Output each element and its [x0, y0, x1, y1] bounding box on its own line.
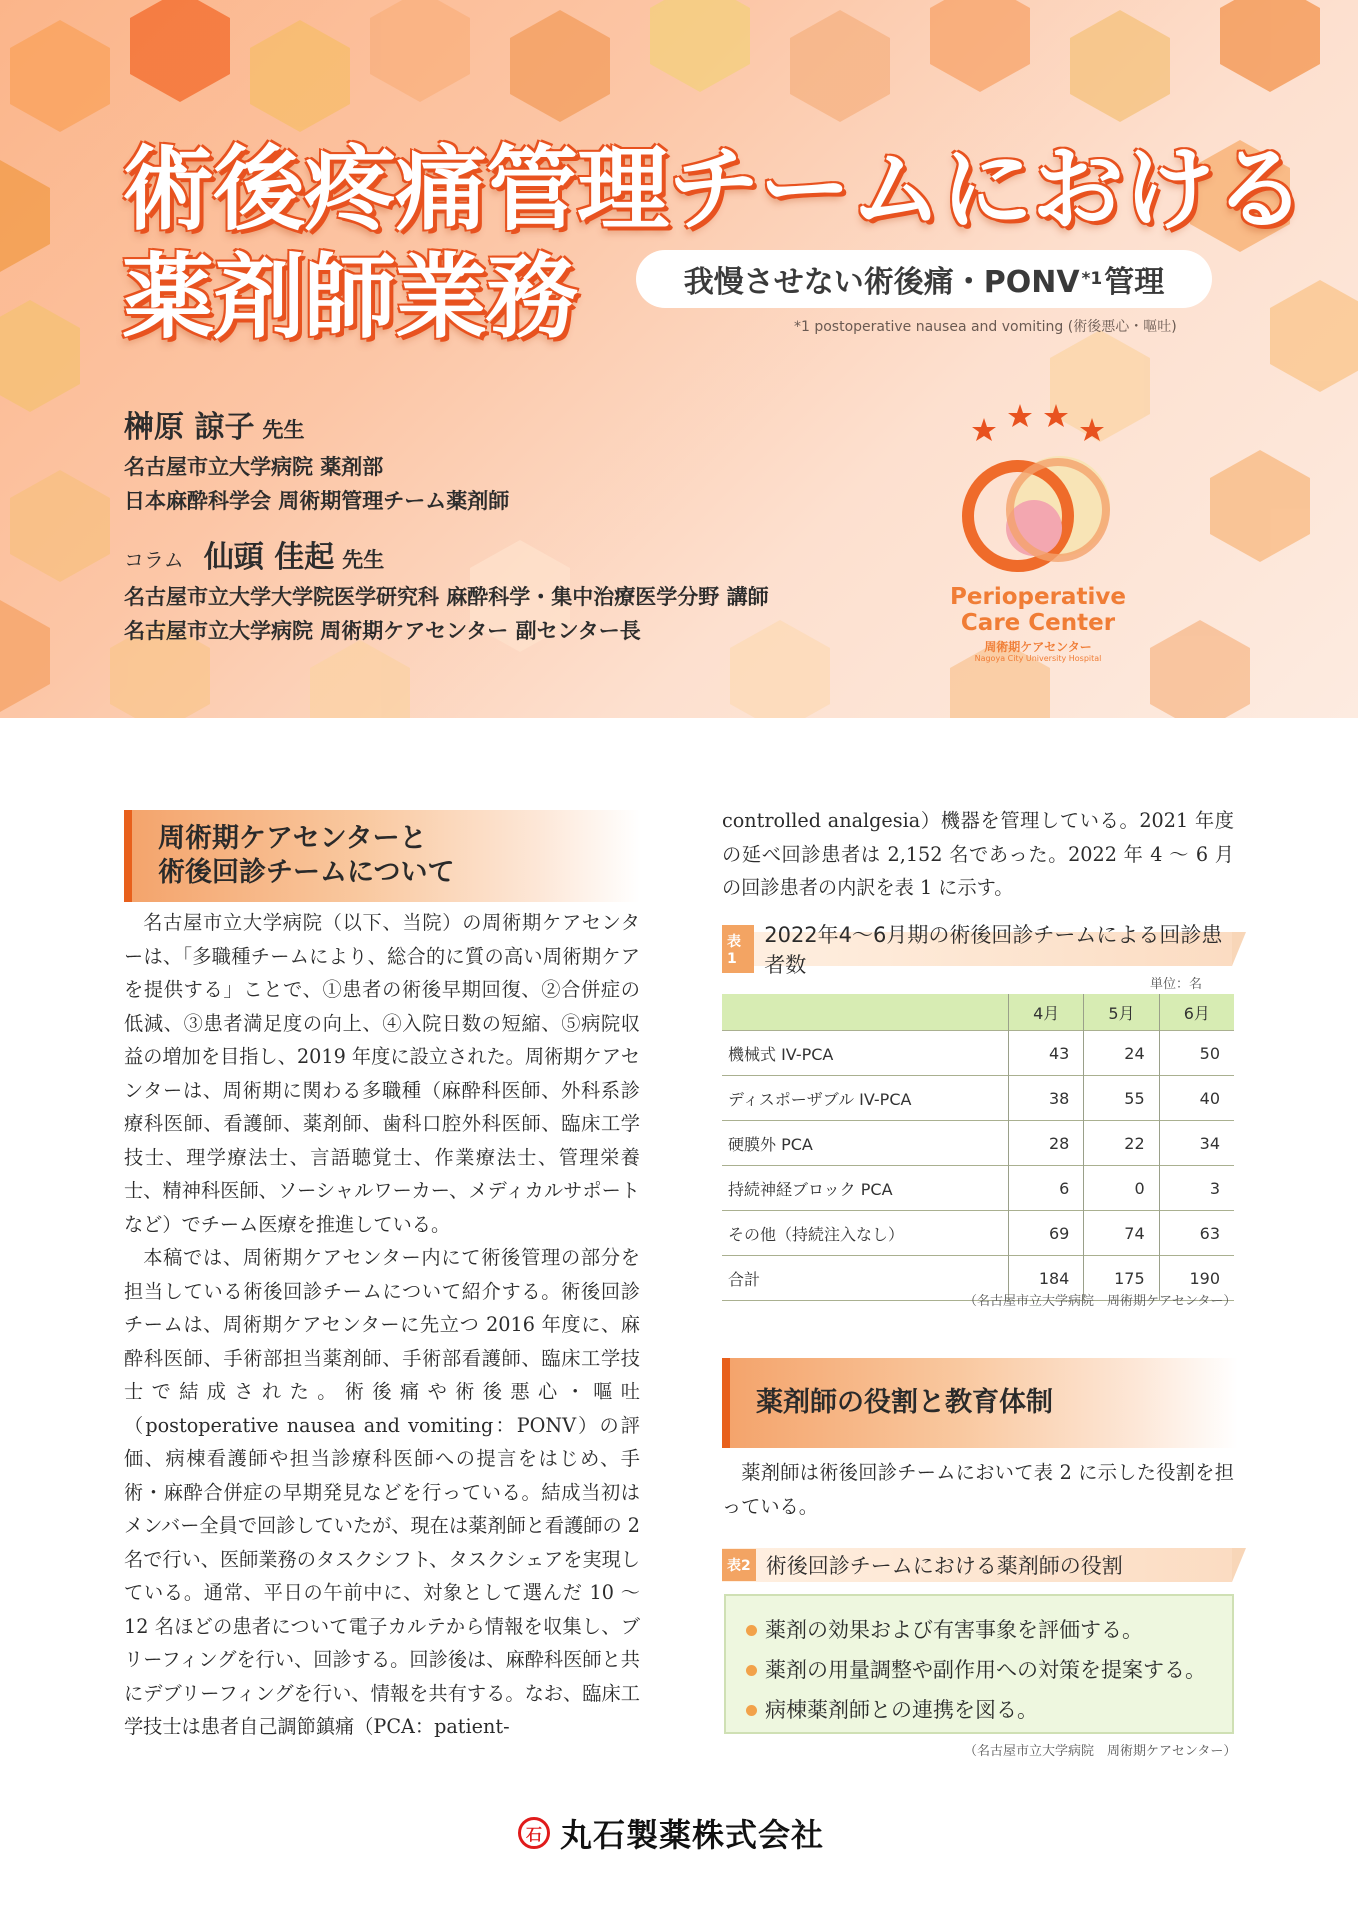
- cell-may: 0: [1084, 1166, 1159, 1211]
- author-affiliation2: 日本麻酔科学会 周術期管理チーム薬剤師: [124, 489, 510, 513]
- list-item: [746, 1650, 1232, 1690]
- cell-may: 22: [1084, 1121, 1159, 1166]
- cell-jun: 190: [1159, 1256, 1234, 1301]
- section2-body: [722, 1456, 1234, 1523]
- cell-may: 24: [1084, 1031, 1159, 1076]
- logo-line1: Perioperative: [950, 584, 1126, 610]
- cell-may: 175: [1084, 1256, 1159, 1301]
- perioperative-care-center-logo: [948, 398, 1128, 670]
- row-label: ディスポーザブル IV-PCA: [722, 1076, 1009, 1121]
- table1-unit: 単位：名: [1150, 977, 1203, 992]
- logo-emblem-icon: [948, 398, 1128, 584]
- subtitle-footnote-mark: *1: [1081, 269, 1103, 289]
- list-item-text: 薬剤の効果および有害事象を評価する。: [765, 1618, 1143, 1642]
- cell-may: 55: [1084, 1076, 1159, 1121]
- column-affiliation1: 名古屋市立大学大学院医学研究科 麻酔科学・集中治療医学分野 講師: [124, 585, 769, 609]
- column-author-row: [124, 532, 769, 576]
- main-title-line1: 術後疼痛管理チームにおける: [122, 136, 1306, 243]
- cell-apr: 43: [1009, 1031, 1084, 1076]
- row-label: その他（持続注入なし）: [722, 1211, 1009, 1256]
- column-honorific: 先生: [342, 548, 385, 572]
- table2-badge: 表2: [722, 1549, 756, 1581]
- section1-heading-line2: 術後回診チームについて: [158, 857, 455, 888]
- table1-title-bar: [722, 923, 1232, 977]
- section2-heading-text: 薬剤師の役割と教育体制: [756, 1387, 1053, 1418]
- table2-title: 術後回診チームにおける薬剤師の役割: [765, 1554, 1123, 1578]
- cell-jun: 3: [1159, 1166, 1234, 1211]
- bullet-icon: [746, 1705, 757, 1716]
- table-row: [722, 1076, 1234, 1121]
- list-item-text: 病棟薬剤師との連携を図る。: [765, 1698, 1038, 1722]
- section1-continuation-text: controlled analgesia）機器を管理している。2021 年度の延べ回診患者は 2,152 名であった。2022 年 4 〜 6 月の回診患者の内訳を表 1 に示す。: [722, 809, 1234, 899]
- cell-apr: 28: [1009, 1121, 1084, 1166]
- column-affiliation2: 名古屋市立大学病院 周術期ケアセンター 副センター長: [124, 619, 641, 643]
- logo-text-english: [948, 584, 1128, 636]
- table2-source: （名古屋市立大学病院 周術期ケアセンター）: [964, 1744, 1237, 1759]
- section1-paragraph1: 名古屋市立大学病院（以下、当院）の周術期ケアセンターは、「多職種チームにより、総合的に質の高い周術期ケアを提供する」ことで、①患者の術後早期回復、②合併症の低減、③患者満足度の向上、④入院日数の短縮、⑤病院収益の増加を目指し、2019 年度に設立された。周術期ケアセンターは、周術期に関わる多職種（麻酔科医師、外科系診療科医師、看護師、薬剤師、歯科口腔外科医師、臨床工学技士、理学療法士、言語聴覚士、作業療法士、管理栄養士、精神科医師、ソーシャルワーカー、メディカルサポートなど）でチーム医療を推進している。: [124, 911, 640, 1236]
- table1-badge: 表1: [722, 925, 754, 973]
- column-author-name: 仙頭 佳起: [203, 540, 335, 575]
- cell-may: 74: [1084, 1211, 1159, 1256]
- table1-header-may: 5月: [1084, 994, 1159, 1031]
- subtitle-tail: 管理: [1104, 265, 1165, 300]
- logo-line3: 周術期ケアセンター: [984, 640, 1092, 654]
- table1-title: 2022年4～6月期の術後回診チームによる回診患者数: [764, 923, 1223, 977]
- bullet-icon: [746, 1665, 757, 1676]
- company-name: 丸石製薬株式会社: [560, 1816, 825, 1854]
- table1-header-apr: 4月: [1009, 994, 1084, 1031]
- table1-header-row: [722, 994, 1234, 1031]
- cell-apr: 6: [1009, 1166, 1084, 1211]
- title-bar-decoration: [1232, 1548, 1246, 1582]
- footnote: *1 postoperative nausea and vomiting (術後悪心・嘔吐): [794, 319, 1177, 335]
- cell-jun: 34: [1159, 1121, 1234, 1166]
- row-label: 合計: [722, 1256, 1009, 1301]
- section1-body: [124, 906, 640, 1744]
- table1-source: （名古屋市立大学病院 周術期ケアセンター）: [964, 1294, 1237, 1309]
- table1-header-blank: [722, 994, 1009, 1031]
- section1-heading: [124, 810, 640, 902]
- company-logo: [518, 1810, 824, 1856]
- section2-heading: [722, 1358, 1238, 1448]
- cell-jun: 63: [1159, 1211, 1234, 1256]
- cell-apr: 184: [1009, 1256, 1084, 1301]
- cell-apr: 69: [1009, 1211, 1084, 1256]
- column-label: コラム: [124, 548, 184, 572]
- title-bar-decoration: [1232, 932, 1246, 966]
- table2-title-bar: [722, 1548, 1232, 1582]
- author-honorific: 先生: [262, 418, 305, 442]
- bullet-icon: [746, 1625, 757, 1636]
- list-item: [746, 1690, 1232, 1730]
- header-banner: [0, 0, 1358, 718]
- table-row: [722, 1121, 1234, 1166]
- cell-apr: 38: [1009, 1076, 1084, 1121]
- cell-jun: 50: [1159, 1031, 1234, 1076]
- cell-jun: 40: [1159, 1076, 1234, 1121]
- section2-paragraph: 薬剤師は術後回診チームにおいて表 2 に示した役割を担っている。: [722, 1461, 1234, 1518]
- author-name: 榊原 諒子: [124, 410, 255, 445]
- list-item: [746, 1610, 1232, 1650]
- table1-header-jun: 6月: [1159, 994, 1234, 1031]
- section1-paragraph2: 本稿では、周術期ケアセンター内にて術後管理の部分を担当している術後回診チームについて紹介する。術後回診チームは、周術期ケアセンターに先立つ 2016 年度に、麻酔科医師、手術部担当薬剤師、手術部看護師、臨床工学技士で結成された。術後痛や術後悪心・嘔吐（postoperative nausea and vomiting：PONV）の評価、病棟看護師や担当診療科医師への提言をはじめ、手術・麻酔合併症の早期発見などを行っている。結成当初はメンバー全員で回診していたが、現在は薬剤師と看護師の 2 名で行い、医師業務のタスクシフト、タスクシェアを実現している。通常、平日の午前中に、対象として選んだ 10 〜 12 名ほどの患者について電子カルテから情報を収集し、ブリーフィングを行い、回診する。回診後は、麻酔科医師と共にデブリーフィングを行い、情報を共有する。なお、臨床工学技士は患者自己調節鎮痛（PCA：patient-: [124, 1246, 640, 1738]
- table-row: [722, 1031, 1234, 1076]
- subtitle-pill: [636, 250, 1212, 308]
- table1: [722, 994, 1234, 1301]
- table-row: [722, 1166, 1234, 1211]
- row-label: 持続神経ブロック PCA: [722, 1166, 1009, 1211]
- section1-continuation: [722, 804, 1234, 905]
- company-mark-icon: 石: [518, 1817, 550, 1849]
- row-label: 硬膜外 PCA: [722, 1121, 1009, 1166]
- author-affiliation1: 名古屋市立大学病院 薬剤部: [124, 455, 384, 479]
- logo-line4: Nagoya City University Hospital: [974, 654, 1102, 663]
- table-row: [722, 1211, 1234, 1256]
- subtitle-main: 我慢させない術後痛・PONV: [683, 265, 1080, 300]
- row-label: 機械式 IV-PCA: [722, 1031, 1009, 1076]
- logo-line2: Care Center: [960, 610, 1116, 636]
- list-item-text: 薬剤の用量調整や副作用への対策を提案する。: [765, 1658, 1206, 1682]
- author-name-row: [124, 402, 769, 446]
- main-title-line2: 薬剤師業務: [122, 244, 578, 351]
- table2-role-list: [724, 1594, 1234, 1734]
- section1-heading-line1: 周術期ケアセンターと: [158, 823, 427, 854]
- author-block: [124, 402, 769, 648]
